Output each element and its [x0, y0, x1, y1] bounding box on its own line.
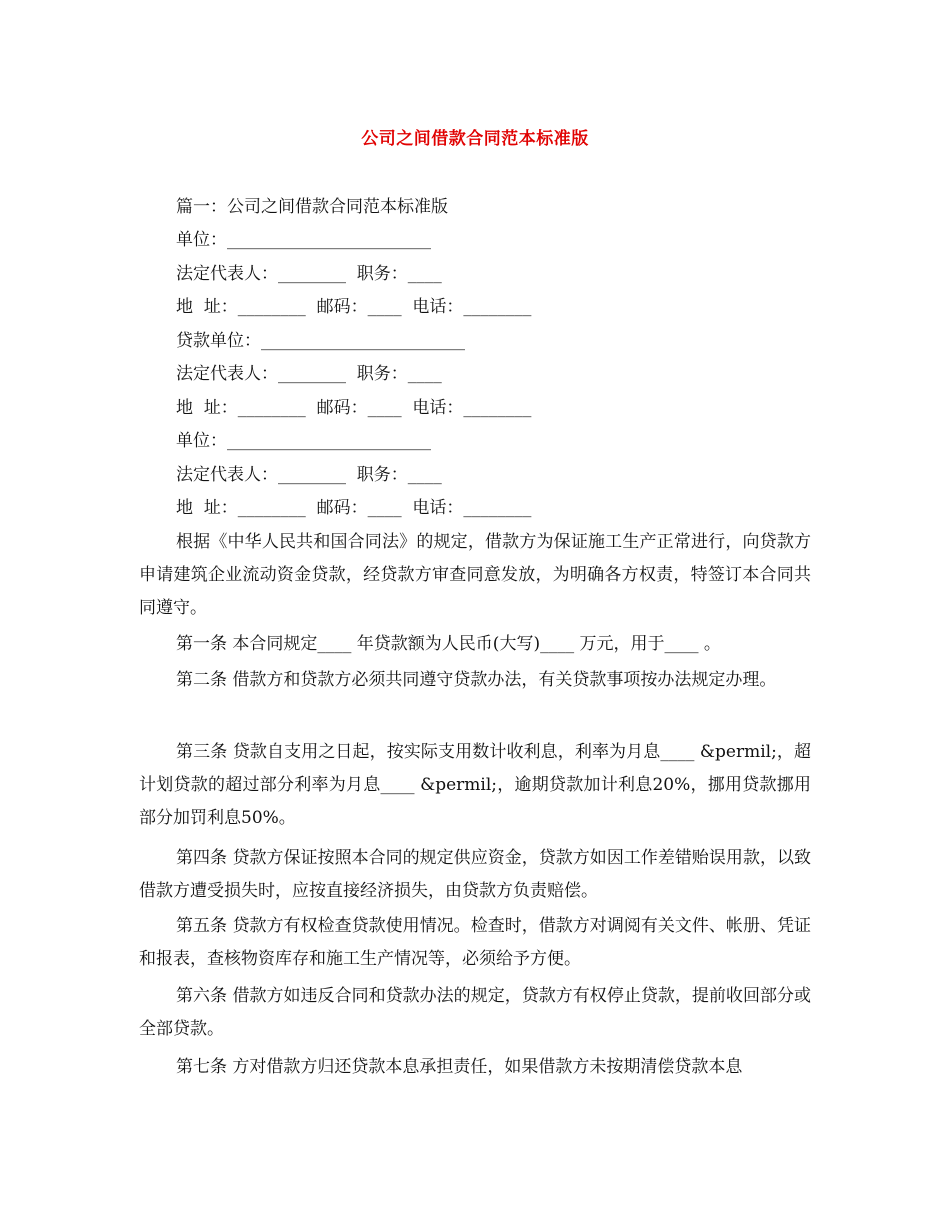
article-paragraph: 第五条 贷款方有权检查贷款使用情况。检查时，借款方对调阅有关文件、帐册、凭证和报表，查核物资库存和施工生产情况等，必须给予方便。 [139, 916, 811, 969]
header-line: 地 址：________ 邮码：____ 电话：________ [176, 297, 532, 317]
article-paragraph: 第四条 贷款方保证按照本合同的规定供应资金，贷款方如因工作差错贻误用款，以致借款方遭受损失时，应按直接经济损失，由贷款方负责赔偿。 [139, 848, 811, 901]
article-paragraph: 第七条 方对借款方归还贷款本息承担责任，如果借款方未按期清偿贷款本息 [176, 1057, 743, 1077]
header-line: 单位：________________________ [176, 431, 431, 451]
header-line: 法定代表人：________ 职务：____ [176, 264, 442, 284]
article-paragraph: 第三条 贷款自支用之日起，按实际支用数计收利息，利率为月息____ &permil;，超计划贷款的超过部分利率为月息____ &permil;，逾期贷款加计利息20%，挪用贷款挪用部分加罚利息50%。 [139, 742, 811, 828]
document-title: 公司之间借款合同范本标准版 [361, 129, 589, 149]
header-line: 单位：________________________ [176, 230, 431, 250]
header-line: 贷款单位：________________________ [176, 331, 465, 351]
article-paragraph: 第六条 借款方如违反合同和贷款办法的规定，贷款方有权停止贷款，提前收回部分或全部贷款。 [139, 986, 811, 1039]
header-line: 法定代表人：________ 职务：____ [176, 364, 442, 384]
article-paragraph: 第二条 借款方和贷款方必须共同遵守贷款办法，有关贷款事项按办法规定办理。 [176, 670, 777, 690]
header-line: 篇一：公司之间借款合同范本标准版 [176, 197, 448, 217]
article-paragraph: 第一条 本合同规定____ 年贷款额为人民币(大写)____ 万元，用于____ 。 [176, 634, 721, 654]
header-line: 法定代表人：________ 职务：____ [176, 465, 442, 485]
header-line: 地 址：________ 邮码：____ 电话：________ [176, 398, 532, 418]
body-paragraph: 根据《中华人民共和国合同法》的规定，借款方为保证施工生产正常进行，向贷款方申请建筑企业流动资金贷款，经贷款方审查同意发放，为明确各方权责，特签订本合同共同遵守。 [139, 532, 811, 618]
header-line: 地 址：________ 邮码：____ 电话：________ [176, 498, 532, 518]
